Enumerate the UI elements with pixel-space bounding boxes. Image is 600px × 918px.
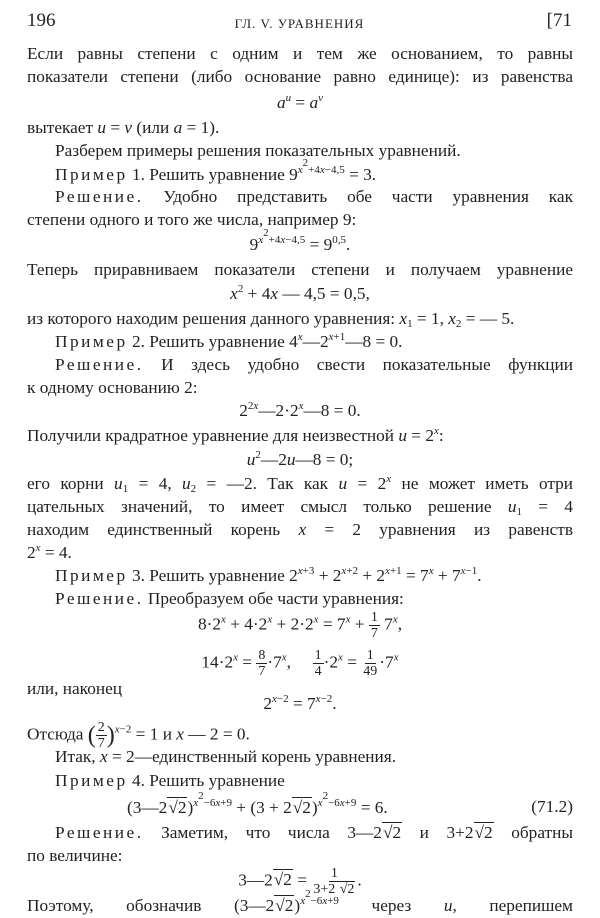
- example-1: Пример 1. Решить уравнение $9^{x^2+4x-4,5} = 3$.: [55, 157, 377, 184]
- equation: $2^{2x}—2\cdot 2^x—8 = 0$.: [239, 400, 361, 420]
- text-line: цательных значений, то имеет смысл только решение $u_1 = 4$: [27, 497, 573, 518]
- text-line: Решение. Заметим, что числа 3—2√2 и 3+2√2 обратны: [55, 823, 573, 842]
- running-title: ГЛ. V. УРАВНЕНИЯ: [234, 16, 365, 31]
- text-line: Итак, x = 2—единственный корень уравнения.: [55, 747, 397, 766]
- text-line: из которого находим решения данного уравнения: $x_1 = 1$, $x_2$ = — 5.: [27, 309, 515, 330]
- equation: 3—2√2 = $\frac{1}{3+2 √2}$ .: [238, 866, 362, 897]
- text-line: Получили крадратное уравнение для неизвестной $u = 2^x$:: [27, 425, 444, 445]
- example-4: Пример 4. Решить уравнение: [55, 771, 285, 790]
- text-line: Поэтому, обозначив (3—2√2)$^{x^2-6x+9}$ через u, перепишем: [27, 888, 573, 915]
- text-line: $2^x = 4$.: [27, 542, 72, 562]
- text-line: Решение. Удобно представить обе части уравнения как: [55, 187, 573, 206]
- text-line: Решение. Преобразуем обе части уравнения:: [55, 589, 404, 608]
- equation: $a^u = a^v$: [276, 92, 324, 112]
- text-line: вытекает u = v (или a = 1).: [27, 118, 220, 137]
- text-line: степени одного и того же числа, например 9:: [27, 210, 357, 229]
- equation: $14\cdot 2^x$ = $\frac{8}{7}$ $\cdot 7^x$, $\frac{1}{4}$ $\cdot 2^x$ = $\frac{1}{49}$ $\cdot 7^x$: [201, 648, 399, 679]
- equation: $9^{x^2+4x-4,5} = 9^{0,5}$.: [249, 227, 351, 254]
- text-line: Решение. И здесь удобно свести показательные функции: [55, 355, 573, 374]
- text-line: по величине:: [27, 846, 123, 865]
- page-header: [27, 10, 572, 34]
- text-line: или, наконец: [27, 679, 123, 698]
- text-line: находим единственный корень x = 2 уравнения из равенств: [27, 520, 573, 539]
- equation-number: (71.2): [531, 797, 573, 816]
- page-number: 196: [27, 10, 56, 31]
- text-line: к одному основанию 2:: [27, 378, 198, 397]
- equation: $x^2 + 4x$ — 4,5 = 0,5,: [230, 283, 370, 303]
- example-3: Пример 3. Решить уравнение $2^{x+3} + 2^{x+2} + 2^{x+1} = 7^x + 7^{x-1}$.: [55, 565, 482, 585]
- text-line: Теперь приравниваем показатели степени и получаем уравнение: [27, 260, 573, 279]
- section-number: [71: [546, 10, 572, 31]
- text-line: Отсюда ( $\frac{2}{7}$ )$^{x-2}$ = 1 и x — 2 = 0.: [27, 720, 250, 751]
- equation: $8\cdot 2^x + 4\cdot 2^x + 2\cdot 2^x = 7^x$ + $\frac{1}{7}$ 7$^x$,: [197, 610, 403, 641]
- equation: $u^2—2u—8 = 0$;: [246, 449, 354, 469]
- text-line: Если равны степени с одним и тем же основанием, то равны: [27, 44, 573, 63]
- equation: $2^{x-2} = 7^{x-2}$.: [263, 693, 337, 713]
- text-line: Разберем примеры решения показательных уравнений.: [55, 141, 461, 160]
- example-2: Пример 2. Решить уравнение $4^x—2^{x+1}—8 = 0$.: [55, 331, 403, 351]
- equation: (3—2√2)$^{x^2-6x+9}$ + $(3 + 2√2)^{x^2-6x+9} = 6$.: [127, 790, 388, 817]
- text-line: его корни $u_1 = 4$, $u_2$ = —2. Так как $u = 2^x$ не может иметь отри: [27, 473, 574, 495]
- text-line: показатели степени (либо основание равно единице): из равенства: [27, 67, 573, 86]
